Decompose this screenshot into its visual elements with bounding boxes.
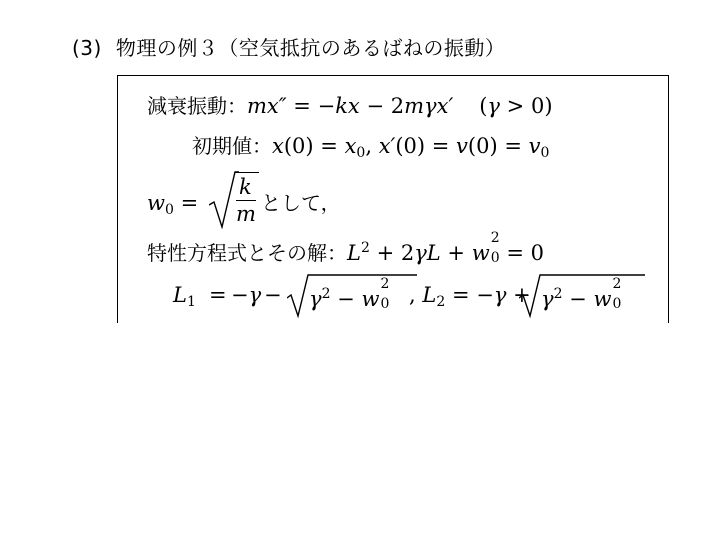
content-box: 減衰振動：mx″ = −kx − 2mγx′ (γ > 0) 初期値：$x(0) = x_0$, $x'(0) = v(0) = v_0$ $w_0$ = k m として， 特性方程式とその解：$L^2 + 2\gamma L + w$ 2 0 = 0 $L_1$ = −γ − $\gamma^2 - w$ 2 0 , $L_2 = -\gamma$ + $\gamma^2 - w$ 2 0 <box>117 75 669 323</box>
slide-title <box>72 32 505 61</box>
initial-value-label: 初期値： <box>192 134 272 158</box>
title-text: 物理の例３（空気抵抗のあるばねの振動） <box>115 36 506 60</box>
characteristic-equation: 特性方程式とその解：$L^2 + 2\gamma L + w$ 2 0 = 0 <box>147 230 545 266</box>
initial-value-equation: 初期値：$x(0) = x_0$, $x'(0) = v(0) = v_0$ <box>192 134 550 161</box>
damped-oscillation-label: 減衰振動： <box>147 94 247 118</box>
natural-frequency-suffix: として， <box>261 191 341 215</box>
characteristic-equation-label: 特性方程式とその解： <box>147 241 347 265</box>
damped-oscillation-equation: 減衰振動：mx″ = −kx − 2mγx′ (γ > 0) <box>147 94 553 118</box>
section-number: (3) <box>72 36 102 60</box>
sqrt-sign <box>209 171 239 229</box>
